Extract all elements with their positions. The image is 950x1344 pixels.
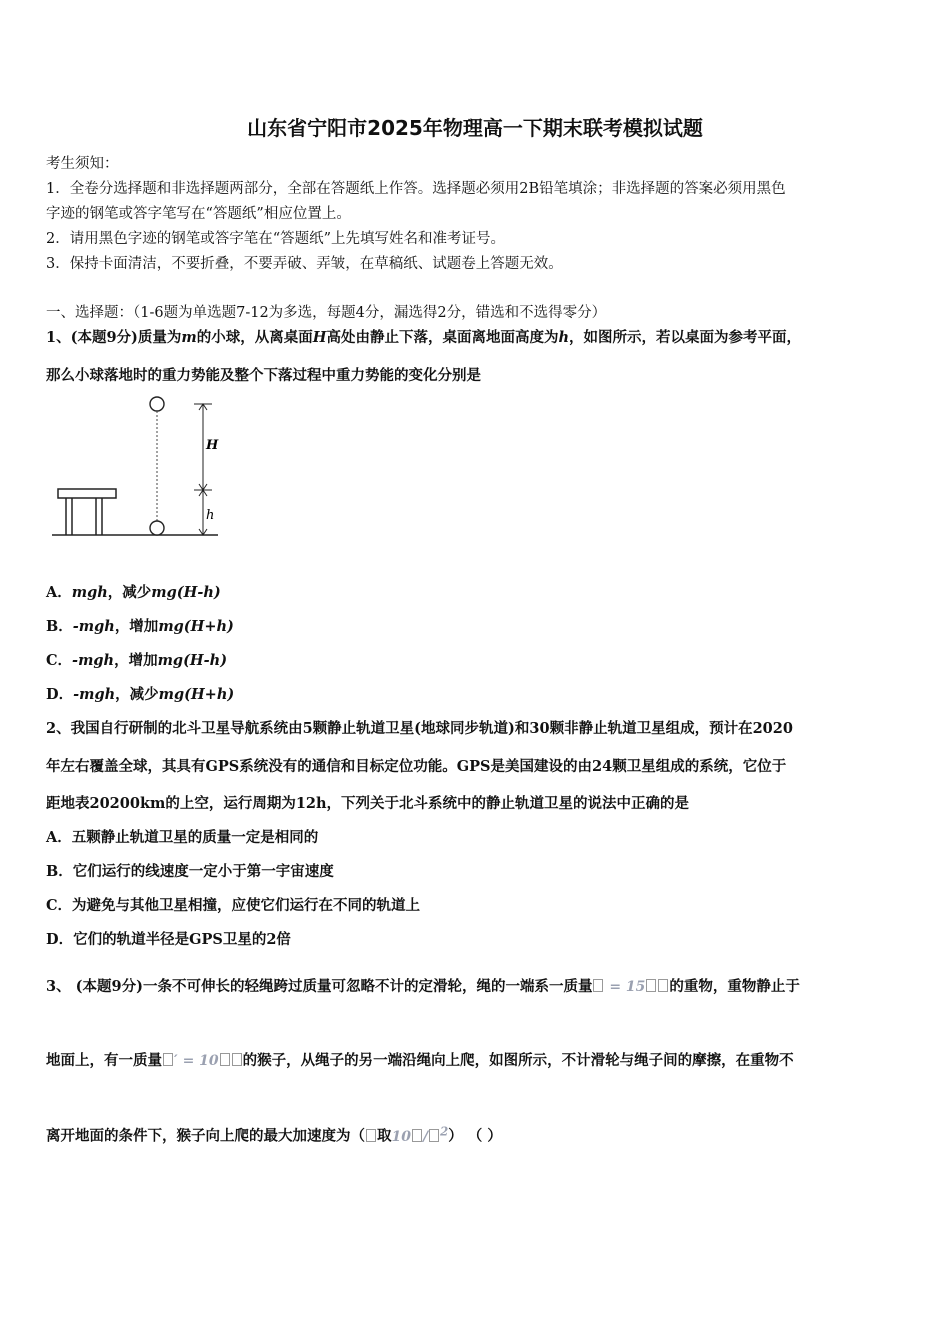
q2-stem-line3: 距地表20200km的上空，运行周期为12h，下列关于北斗系统中的静止轨道卫星的说法中正确的是 xyxy=(46,795,690,812)
formula-mass-m: = 15 xyxy=(592,979,669,995)
label-h: h xyxy=(206,508,215,523)
formula-mass-m-prime: ′ = 10 xyxy=(162,1053,243,1069)
q1-figure xyxy=(46,392,236,542)
notice-heading: 考生须知： xyxy=(46,156,119,172)
q3-stem-line2: 地面上，有一质量 ′ = 10 的猴子，从绳子的另一端沿绳向上爬，如图所示，不计滑轮与绳子间的摩擦，在重物不 xyxy=(46,1052,794,1069)
q2-option-b[interactable]: B．它们运行的线速度一定小于第一宇宙速度 xyxy=(46,863,334,880)
q2-stem-line2: 年左右覆盖全球，其具有GPS系统没有的通信和目标定位功能。GPS是美国建设的由24颗卫星组成的系统，它位于 xyxy=(46,758,787,775)
exam-title: 山东省宁阳市2025年物理高一下期末联考模拟试题 xyxy=(247,116,703,140)
q1-stem-line1: 1、(本题9分)质量为m的小球，从离桌面H高处由静止下落，桌面离地面高度为h，如图所示，若以桌面为参考平面， xyxy=(46,329,801,346)
q3-stem-line1: 3、 (本题9分)一条不可伸长的轻绳跨过质量可忽略不计的定滑轮，绳的一端系一质量 = 15 的重物，重物静止于 xyxy=(46,978,800,995)
q1-option-b[interactable]: B．-mgh，增加mg(H+h) xyxy=(46,618,234,635)
q2-option-a[interactable]: A．五颗静止轨道卫星的质量一定是相同的 xyxy=(46,829,319,846)
q2-option-d[interactable]: D．它们的轨道半径是GPS卫星的2倍 xyxy=(46,931,291,948)
notice-item-1-cont: 字迹的钢笔或答字笔写在“答题纸”相应位置上。 xyxy=(46,206,351,222)
q3-stem-line3: 离开地面的条件下，猴子向上爬的最大加速度为（ 取10 / $^2$） （ ） xyxy=(46,1124,502,1145)
formula-g xyxy=(365,1129,377,1145)
q1-option-d[interactable]: D．-mgh，减少mg(H+h) xyxy=(46,686,235,703)
label-H: H xyxy=(206,438,219,453)
section-heading: 一、选择题：（1-6题为单选题7-12为多选，每题4分，漏选得2分，错选和不选得零分） xyxy=(46,305,607,321)
q1-option-a[interactable]: A．mgh，减少mg(H-h) xyxy=(46,584,221,601)
notice-item-2: 2．请用黑色字迹的钢笔或答字笔在“答题纸”上先填写姓名和准考证号。 xyxy=(46,231,506,247)
ball-bottom xyxy=(150,521,164,535)
notice-item-1: 1．全卷分选择题和非选择题两部分，全部在答题纸上作答。选择题必须用2B铅笔填涂；非选择题的答案必须用黑色 xyxy=(46,181,786,197)
notice-item-3: 3．保持卡面清洁，不要折叠，不要弄破、弄皱，在草稿纸、试题卷上答题无效。 xyxy=(46,256,563,272)
q2-option-c[interactable]: C．为避免与其他卫星相撞，应使它们运行在不同的轨道上 xyxy=(46,897,421,914)
q1-option-c[interactable]: C．-mgh，增加mg(H-h) xyxy=(46,652,228,669)
q2-stem-line1: 2、我国自行研制的北斗卫星导航系统由5颗静止轨道卫星(地球同步轨道)和30颗非静止轨道卫星组成，预计在2020 xyxy=(46,720,793,737)
ball-top xyxy=(150,397,164,411)
formula-g-value: 10 / $^2$ xyxy=(391,1124,449,1145)
table-top xyxy=(58,489,116,498)
q1-stem-line2: 那么小球落地时的重力势能及整个下落过程中重力势能的变化分别是 xyxy=(46,367,481,384)
